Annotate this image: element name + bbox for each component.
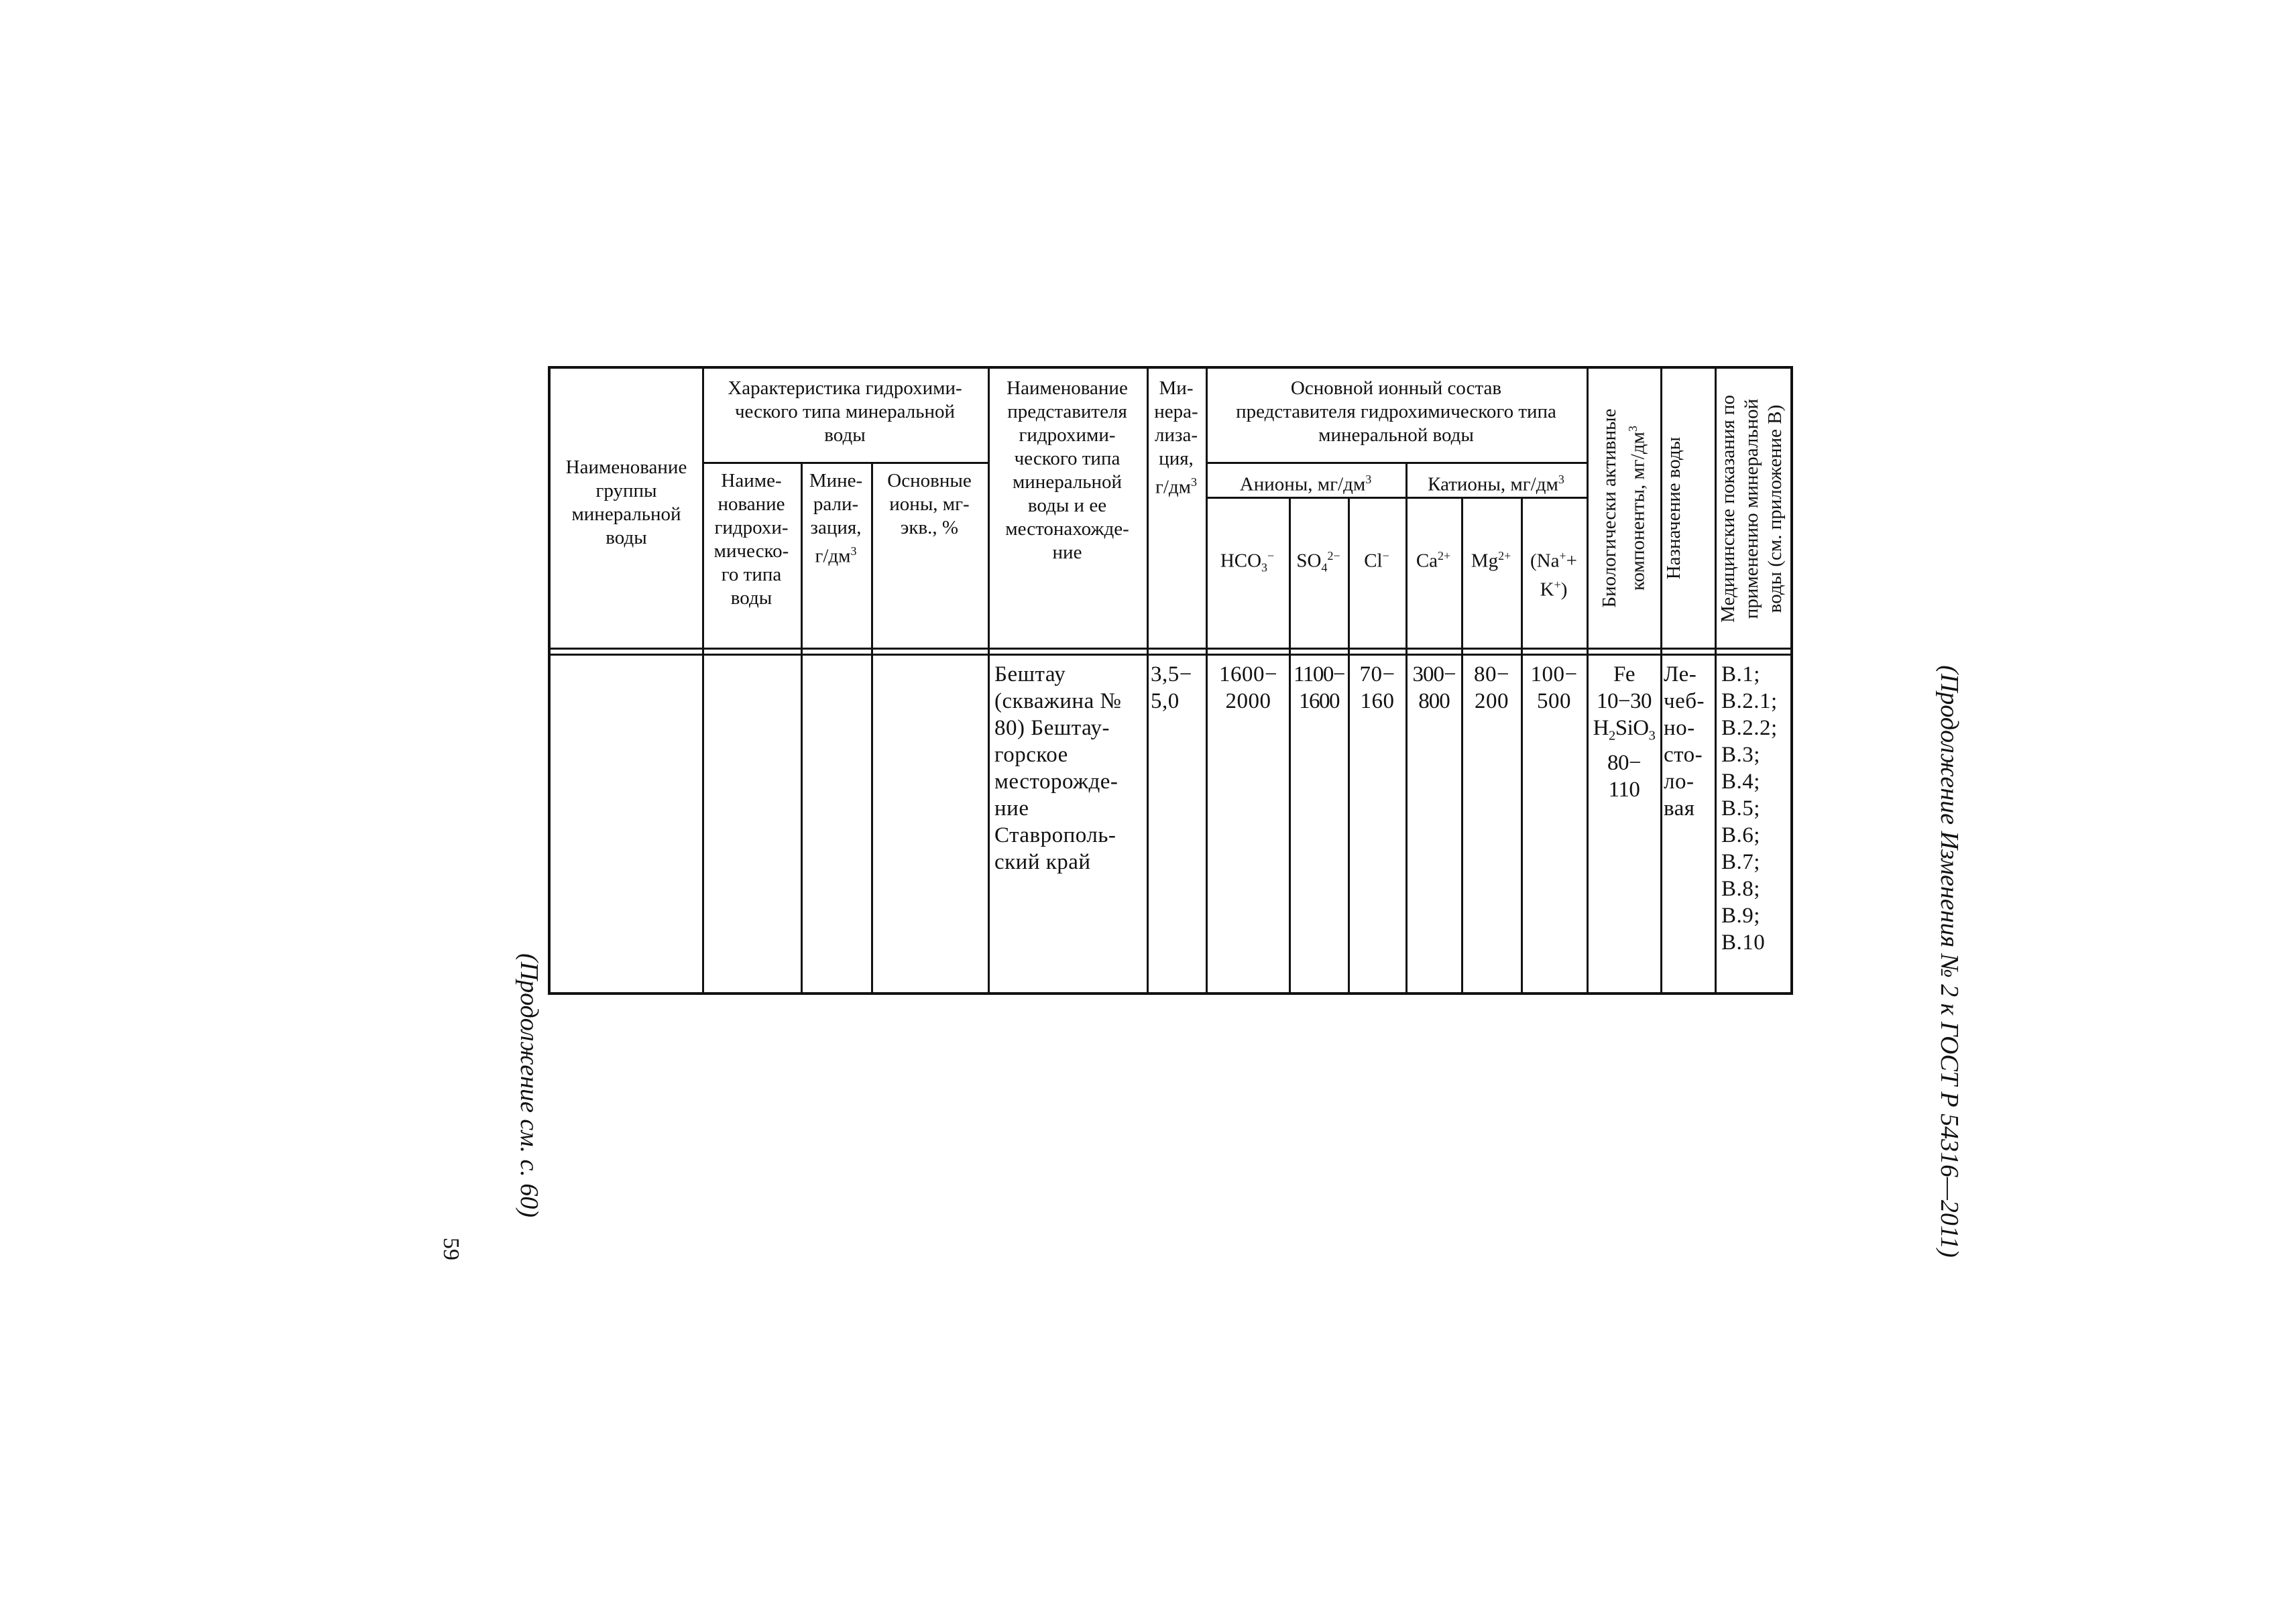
header-cl: Cl− xyxy=(1364,549,1389,572)
header-bio-components: Биологически активные компоненты, $мг/дм^3$ xyxy=(1599,408,1649,608)
cell-mineralization: 3,5− 5,0 xyxy=(1151,662,1192,713)
cell-water-purpose: Ле- чеб- но- сто- ло- вая xyxy=(1664,662,1705,821)
header-bottom-rule xyxy=(551,648,1790,650)
header-ionic-composition: Основной ионный состав представителя гидрохимического типа минеральной воды xyxy=(1236,377,1556,446)
col-divider xyxy=(871,463,873,992)
side-note-continuation-of-amendment: (Продолжение Изменения № 2 к ГОСТ Р 54316—2011) xyxy=(1935,665,1963,1258)
header-group-name: Наименование группы минеральной воды xyxy=(565,457,687,548)
mineral-water-table xyxy=(548,366,1793,995)
header-ca: $Ca^{2+}$ xyxy=(1416,549,1451,572)
header-mg: $Mg^{2+}$ xyxy=(1471,549,1511,572)
header-hydrochemical-type-name: Наиме- нование гидрохи- мическо- го типа воды xyxy=(713,470,789,609)
header-cations: Катионы, $мг/дм^3$ xyxy=(1428,473,1564,495)
cell-representative: Бештау (скважина № 80) Бештау- горское месторожде- ние Ставрополь- ский край xyxy=(994,662,1122,874)
cell-ca: 300− 800 xyxy=(1412,662,1456,713)
header-medical-indications: Медицинские показания по применению минеральной воды (см. приложение В) xyxy=(1717,395,1786,623)
header-representative: Наименование представителя гидрохими- ческого типа минеральной воды и ее местонахожде- ние xyxy=(1005,377,1129,563)
header-mineralization: Ми- нера- лиза- ция, $г/дм^3$ xyxy=(1154,377,1198,498)
row-divider xyxy=(702,462,988,464)
cell-medical-indications: В.1; В.2.1; В.2.2; В.3; В.4; В.5; В.6; В.7; В.8; В.9; В.10 xyxy=(1721,662,1778,955)
cell-so4: 1100− 1600 xyxy=(1294,662,1344,713)
header-so4: $SO_4^{2-}$ xyxy=(1296,549,1340,575)
header-hco3: $HCO_3^-$ xyxy=(1220,549,1275,575)
col-divider xyxy=(1405,463,1408,992)
cell-hco3: 1600− 2000 xyxy=(1218,662,1278,713)
header-main-ions: Основные ионы, мг- экв., % xyxy=(887,470,972,538)
page-number: 59 xyxy=(439,1238,463,1260)
header-water-purpose: Назначение воды xyxy=(1663,436,1684,580)
header-bottom-rule xyxy=(551,654,1790,656)
header-type-mineralization: Мине- рали- зация, $г/дм^3$ xyxy=(809,470,863,567)
cell-na-k: 100− 500 xyxy=(1530,662,1578,713)
header-hydrochemical-characteristic: Характеристика гидрохими- ческого типа минеральной воды xyxy=(728,377,962,446)
row-divider xyxy=(1206,462,1587,464)
header-anions: Анионы, $мг/дм^3$ xyxy=(1239,473,1372,495)
side-note-continued-on-page: (Продолжение см. с. 60) xyxy=(515,953,543,1217)
cell-bio-components: Fe 10−30 $H_2SiO_3$ 80− 110 xyxy=(1593,662,1656,802)
cell-cl: 70− 160 xyxy=(1359,662,1395,713)
cell-mg: 80− 200 xyxy=(1473,662,1510,713)
row-divider xyxy=(1206,497,1587,499)
header-na-k: (Na++ K+) xyxy=(1530,549,1577,601)
